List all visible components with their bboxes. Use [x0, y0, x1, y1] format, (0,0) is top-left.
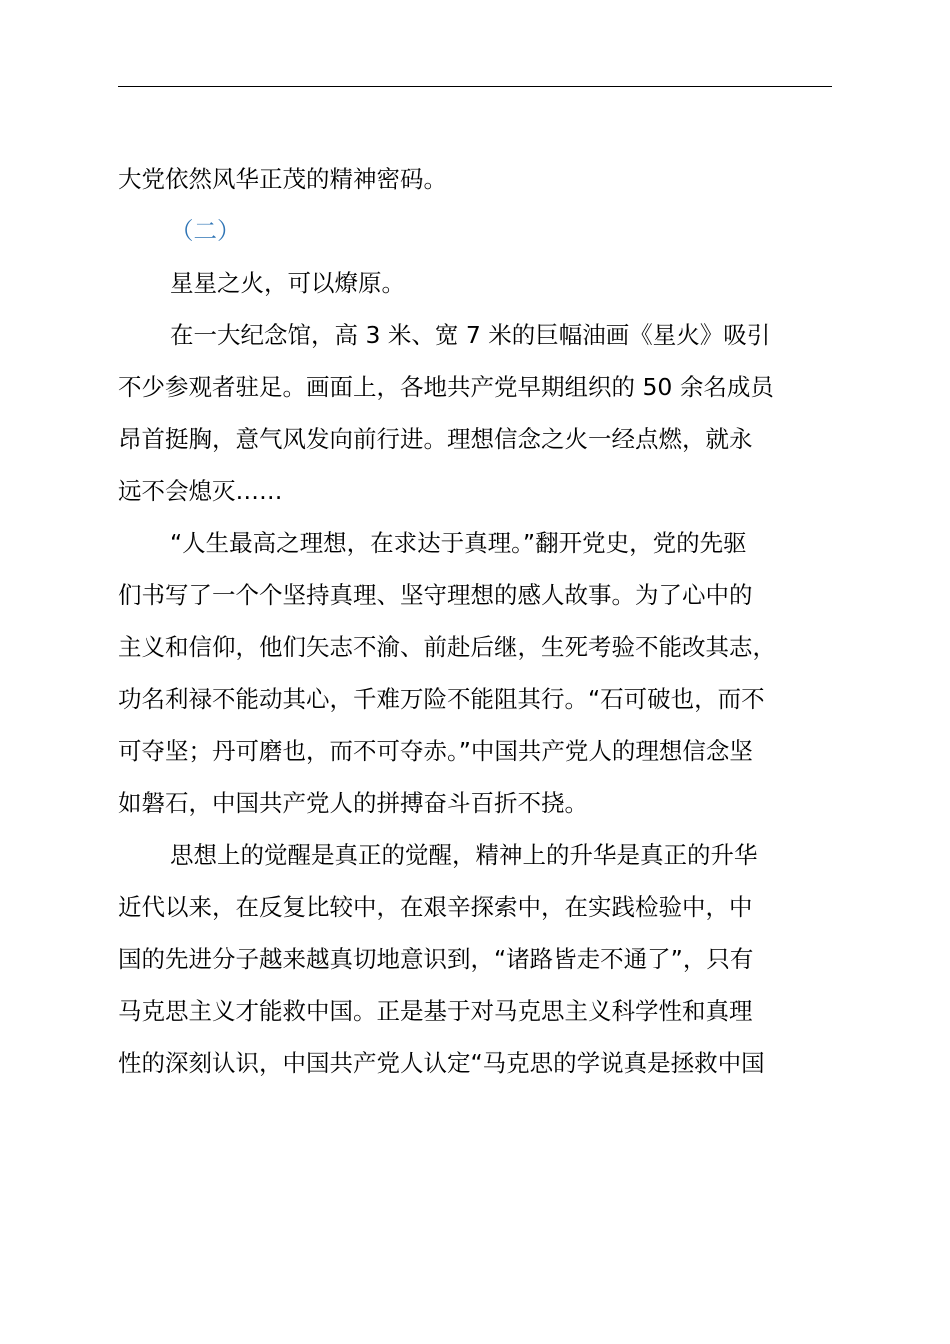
line-text: “人生最高之理想，在求达于真理。”翻开党史，党的先驱	[170, 529, 747, 557]
text-line	[118, 361, 834, 413]
text-line	[118, 881, 834, 933]
line-text: 性的深刻认识，中国共产党人认定“马克思的学说真是拯救中国	[118, 1049, 765, 1077]
text-line	[118, 1037, 834, 1089]
line-text: 们书写了一个个坚持真理、坚守理想的感人故事。为了心中的	[118, 581, 753, 609]
line-text: 如磐石，中国共产党人的拼搏奋斗百折不挠。	[118, 789, 588, 817]
header-rule	[118, 86, 832, 87]
line-text: 国的先进分子越来越真切地意识到，“诸路皆走不通了”，只有	[118, 945, 754, 973]
heading-text: （二）	[170, 217, 241, 245]
text-line	[118, 777, 834, 829]
text-line	[118, 517, 834, 569]
line-text: 昂首挺胸，意气风发向前行进。理想信念之火一经点燃，就永	[118, 425, 753, 453]
text-line	[118, 933, 834, 985]
line-text: 思想上的觉醒是真正的觉醒，精神上的升华是真正的升华	[170, 841, 758, 869]
line-text: 可夺坚；丹可磨也，而不可夺赤。”中国共产党人的理想信念坚	[118, 737, 753, 765]
line-text: 大党依然风华正茂的精神密码。	[118, 165, 447, 193]
section-heading	[118, 205, 834, 257]
line-text: 功名利禄不能动其心，千难万险不能阻其行。“石可破也，而不	[118, 685, 765, 713]
text-line	[118, 153, 834, 205]
text-line	[118, 413, 834, 465]
text-line	[118, 257, 834, 309]
line-text: 主义和信仰，他们矢志不渝、前赴后继，生死考验不能改其志，	[118, 633, 776, 661]
text-line	[118, 569, 834, 621]
line-text: 马克思主义才能救中国。正是基于对马克思主义科学性和真理	[118, 997, 753, 1025]
line-text: 近代以来，在反复比较中，在艰辛探索中，在实践检验中，中	[118, 893, 753, 921]
text-line	[118, 985, 834, 1037]
text-line	[118, 725, 834, 777]
text-line	[118, 621, 834, 673]
text-line	[118, 465, 834, 517]
text-line	[118, 829, 834, 881]
line-text: 不少参观者驻足。画面上，各地共产党早期组织的 50 余名成员	[118, 373, 774, 401]
text-line	[118, 673, 834, 725]
line-text: 在一大纪念馆，高 3 米、宽 7 米的巨幅油画《星火》吸引	[170, 321, 771, 349]
line-text: 星星之火，可以燎原。	[170, 269, 405, 297]
text-line	[118, 309, 834, 361]
line-text: 远不会熄灭……	[118, 477, 283, 505]
document-body	[118, 153, 834, 1089]
